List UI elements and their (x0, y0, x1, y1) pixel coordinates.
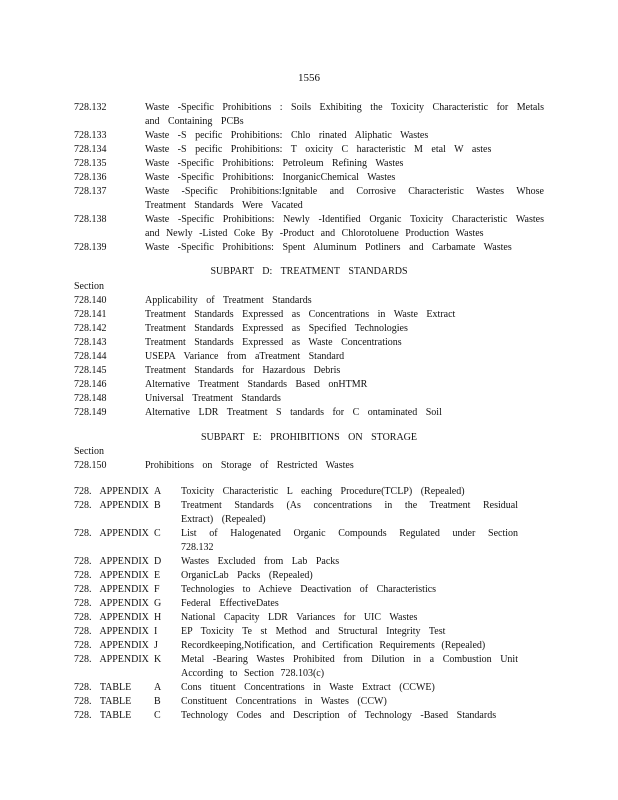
section-title: Waste -Specific Prohibitions:Ignitable and Corrosive Characteristic Wastes Whose Treatment Standards Were Vacated (145, 186, 544, 211)
section-title: Applicability of Treatment Standards (145, 295, 312, 306)
table-number: 728. TABLE (74, 696, 132, 707)
section-number: 728.148 (74, 393, 107, 404)
list-item (74, 583, 518, 597)
section-number: 728.141 (74, 309, 107, 320)
list-item (74, 294, 544, 308)
appendix-number: 728. APPENDIX (74, 528, 149, 539)
section-number: 728.133 (74, 130, 107, 141)
appendix-letter: G (154, 598, 162, 609)
appendix-letter: C (154, 528, 161, 539)
section-number: 728.135 (74, 158, 107, 169)
appendix-number: 728. APPENDIX (74, 640, 149, 651)
appendix-letter: F (154, 584, 160, 595)
list-item (74, 653, 518, 681)
section-title: Waste -S pecific Prohibitions: Chlo rinated Aliphatic Wastes (145, 130, 429, 141)
section-title: Alternative LDR Treatment S tandards for C ontaminated Soil (145, 407, 442, 418)
appendix-letter: D (154, 556, 162, 567)
section-title: USEPA Variance from aTreatment Standard (145, 351, 345, 362)
section-number: 728.136 (74, 172, 107, 183)
list-item (74, 625, 518, 639)
list-item (74, 406, 544, 420)
appendix-title: List of Halogenated Organic Compounds Regulated under Section 728.132 (181, 528, 518, 553)
section-number: 728.150 (74, 460, 107, 471)
section-number: 728.137 (74, 186, 107, 197)
subpart-c-list (74, 101, 544, 255)
section-label: Section (74, 446, 104, 457)
list-item (74, 597, 518, 611)
table-letter: C (154, 710, 161, 721)
section-title: Waste -S pecific Prohibitions: T oxicity C haracteristic M etal W astes (145, 144, 492, 155)
table-title: Cons tituent Concentrations in Waste Extract (CCWE) (181, 682, 435, 693)
list-item (74, 129, 544, 143)
list-item (74, 185, 544, 213)
list-item (74, 101, 544, 129)
section-number: 728.143 (74, 337, 107, 348)
list-item (74, 485, 518, 499)
appendix-letter: H (154, 612, 162, 623)
section-title: Waste -Specific Prohibitions: InorganicChemical Wastes (145, 172, 396, 183)
appendix-letter: K (154, 654, 162, 665)
section-number: 728.140 (74, 295, 107, 306)
appendix-letter: A (154, 486, 162, 497)
appendix-number: 728. APPENDIX (74, 556, 149, 567)
list-item (74, 308, 544, 322)
section-title: Waste -Specific Prohibitions: Petroleum Refining Wastes (145, 158, 404, 169)
table-letter: B (154, 696, 161, 707)
appendix-title: National Capacity LDR Variances for UIC Wastes (181, 612, 418, 623)
section-number: 728.138 (74, 214, 107, 225)
table-letter: A (154, 682, 162, 693)
section-title: Prohibitions on Storage of Restricted Wastes (145, 460, 354, 471)
list-item (74, 555, 518, 569)
subpart-d-heading: SUBPART D: TREATMENT STANDARDS (210, 266, 408, 277)
section-number: 728.139 (74, 242, 107, 253)
list-item (74, 213, 544, 241)
section-title: Waste -Specific Prohibitions: Newly -Identified Organic Toxicity Characteristic Wastes and Newly -Listed Coke By -Product and Chlorotoluene Production Wastes (145, 214, 544, 239)
table-title: Constituent Concentrations in Wastes (CCW) (181, 696, 387, 707)
list-item (74, 157, 544, 171)
appendix-letter: J (154, 640, 158, 651)
section-number: 728.149 (74, 407, 107, 418)
section-title: Treatment Standards Expressed as Waste Concentrations (145, 337, 402, 348)
list-item (74, 143, 544, 157)
list-item (74, 364, 544, 378)
list-item (74, 681, 518, 695)
section-title: Treatment Standards Expressed as Specified Technologies (145, 323, 408, 334)
list-item (74, 709, 518, 723)
list-item (74, 611, 518, 625)
appendix-number: 728. APPENDIX (74, 598, 149, 609)
section-title: Waste -Specific Prohibitions : Soils Exhibiting the Toxicity Characteristic for Metals and Containing PCBs (145, 102, 544, 127)
subpart-d-list (74, 294, 544, 420)
list-item (74, 171, 544, 185)
subpart-e-heading: SUBPART E: PROHIBITIONS ON STORAGE (200, 432, 418, 443)
page-number: 1556 (298, 72, 320, 84)
list-item (74, 459, 544, 473)
appendix-letter: E (154, 570, 161, 581)
list-item (74, 639, 518, 653)
appendix-letter: B (154, 500, 161, 511)
appendix-number: 728. APPENDIX (74, 584, 149, 595)
list-item (74, 499, 518, 527)
table-number: 728. TABLE (74, 682, 132, 693)
appendix-title: Wastes Excluded from Lab Packs (181, 556, 340, 567)
appendix-title: Technologies to Achieve Deactivation of Characteristics (181, 584, 437, 595)
list-item (74, 336, 544, 350)
appendix-title: OrganicLab Packs (Repealed) (181, 570, 313, 581)
section-title: Treatment Standards for Hazardous Debris (145, 365, 341, 376)
list-item (74, 569, 518, 583)
appendix-number: 728. APPENDIX (74, 654, 149, 665)
appendix-number: 728. APPENDIX (74, 570, 149, 581)
appendix-number: 728. APPENDIX (74, 486, 149, 497)
appendix-title: Metal -Bearing Wastes Prohibited from Dilution in a Combustion Unit According to Section 728.103(c) (181, 654, 518, 679)
section-number: 728.146 (74, 379, 107, 390)
appendix-title: EP Toxicity Te st Method and Structural Integrity Test (181, 626, 446, 637)
list-item (74, 695, 518, 709)
section-number: 728.132 (74, 102, 107, 113)
section-number: 728.142 (74, 323, 107, 334)
appendix-list (74, 485, 518, 723)
list-item (74, 322, 544, 336)
list-item (74, 392, 544, 406)
section-number: 728.145 (74, 365, 107, 376)
subpart-e-list (74, 459, 544, 473)
section-label: Section (74, 281, 104, 292)
section-number: 728.134 (74, 144, 107, 155)
section-title: Treatment Standards Expressed as Concentrations in Waste Extract (145, 309, 456, 320)
appendix-number: 728. APPENDIX (74, 612, 149, 623)
section-number: 728.144 (74, 351, 107, 362)
section-title: Universal Treatment Standards (145, 393, 281, 404)
table-number: 728. TABLE (74, 710, 132, 721)
appendix-title: Federal EffectiveDates (181, 598, 279, 609)
appendix-number: 728. APPENDIX (74, 500, 149, 511)
list-item (74, 350, 544, 364)
section-title: Alternative Treatment Standards Based onHTMR (145, 379, 368, 390)
appendix-letter: I (154, 626, 158, 637)
list-item (74, 241, 544, 255)
appendix-title: Recordkeeping,Notification, and Certification Requirements (Repealed) (181, 640, 486, 651)
table-title: Technology Codes and Description of Technology -Based Standards (181, 710, 497, 721)
list-item (74, 527, 518, 555)
appendix-title: Treatment Standards (As concentrations in the Treatment Residual Extract) (Repealed) (181, 500, 518, 525)
list-item (74, 378, 544, 392)
section-title: Waste -Specific Prohibitions: Spent Aluminum Potliners and Carbamate Wastes (145, 242, 512, 253)
appendix-number: 728. APPENDIX (74, 626, 149, 637)
appendix-title: Toxicity Characteristic L eaching Procedure(TCLP) (Repealed) (181, 486, 465, 497)
